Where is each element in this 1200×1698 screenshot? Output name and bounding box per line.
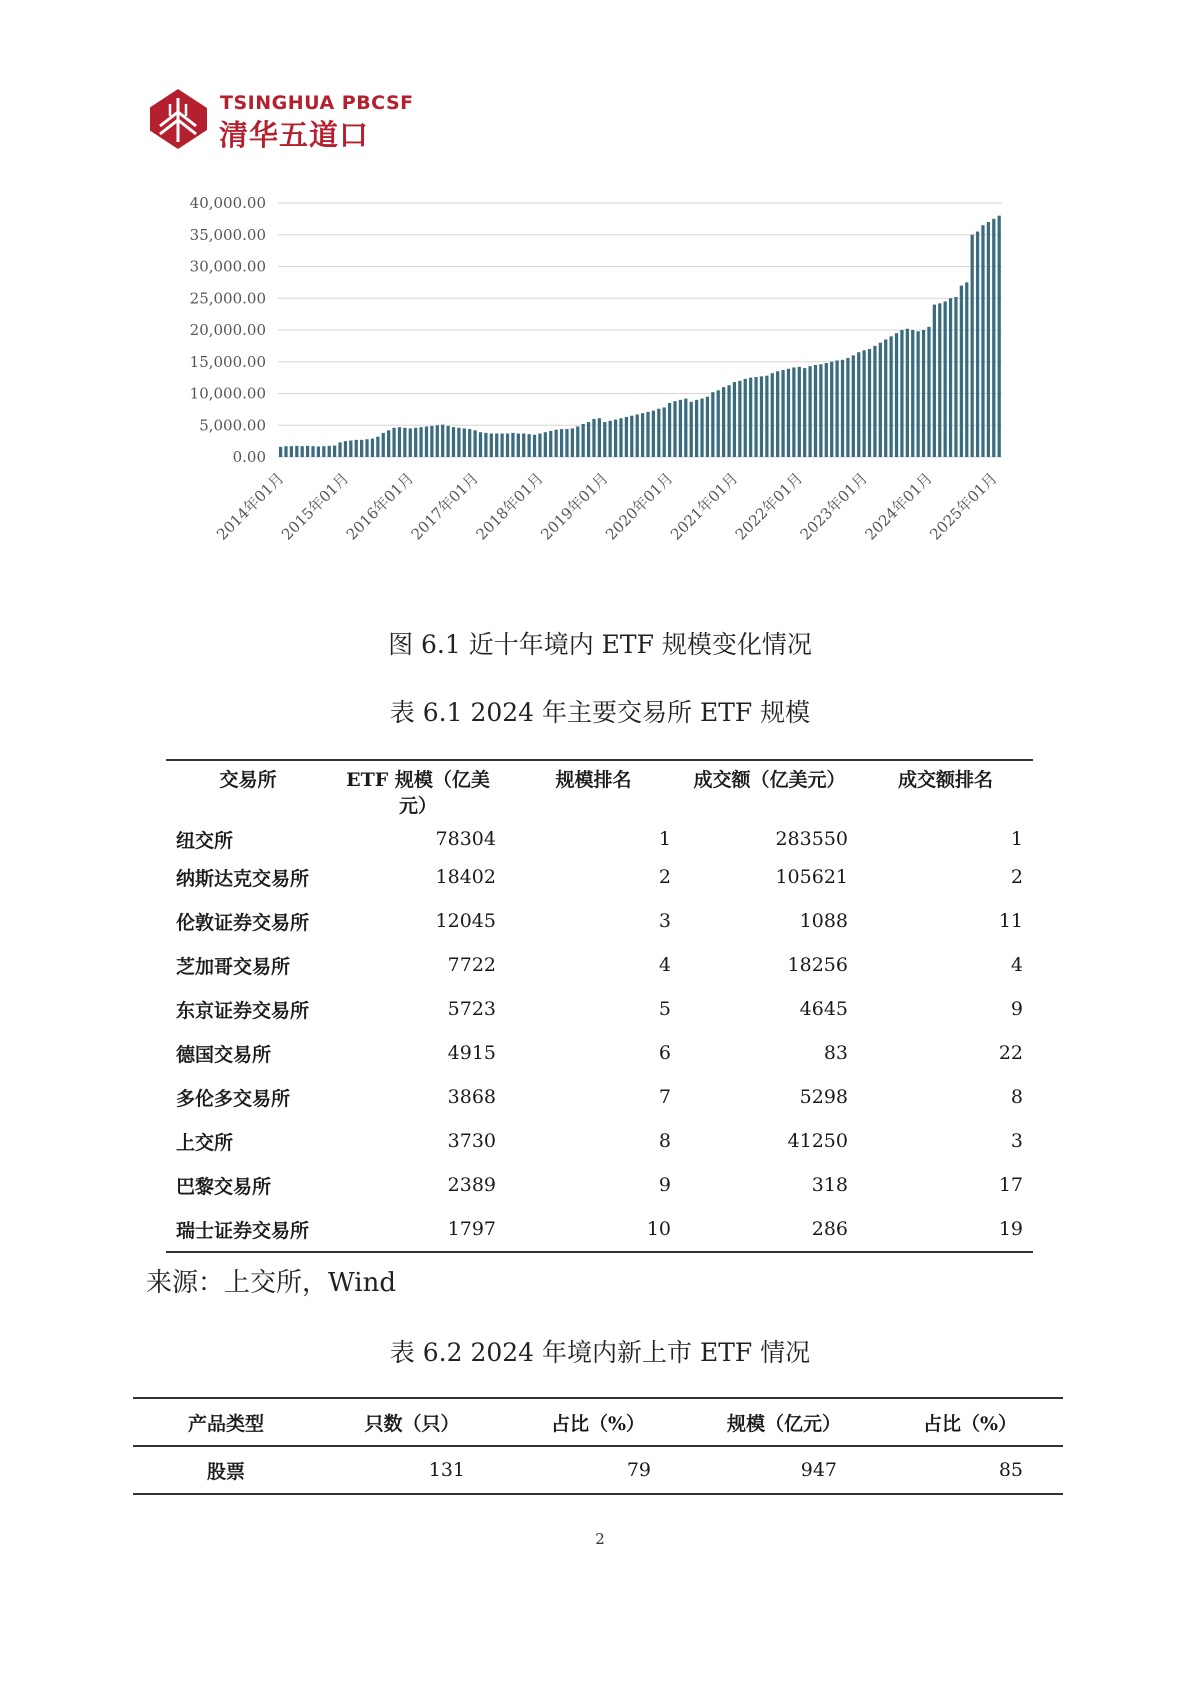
bar (706, 397, 709, 457)
bar (976, 232, 979, 457)
x-tick-label: 2015年01月 (277, 469, 353, 544)
bar (927, 327, 930, 457)
bar (549, 431, 552, 457)
cell-etf-scale: 7722 (447, 954, 496, 976)
bar (917, 331, 920, 457)
bar (841, 360, 844, 457)
col-header-count: 只数（只） (319, 1398, 505, 1446)
cell-exchange: 芝加哥交易所 (176, 955, 291, 978)
cell-scale-rank: 6 (658, 1042, 671, 1064)
bar (355, 440, 358, 457)
bar (760, 376, 763, 457)
logo-emblem-icon (150, 89, 207, 149)
bar (430, 426, 433, 457)
logo-english-text: TSINGHUA PBCSF (220, 92, 414, 114)
bar (436, 425, 439, 457)
y-tick-label: 15,000.00 (189, 352, 266, 371)
col-header-count-share: 占比（%） (505, 1398, 691, 1446)
col-header-scale-rank: 规模排名 (555, 769, 632, 791)
cell-exchange: 巴黎交易所 (176, 1175, 272, 1198)
cell-turnover: 41250 (787, 1130, 848, 1152)
cell-count-share: 79 (626, 1459, 651, 1481)
x-tick-label: 2019年01月 (537, 469, 612, 544)
bar (295, 446, 298, 457)
cell-turnover-rank: 11 (998, 910, 1023, 932)
bar (528, 434, 531, 457)
bar (398, 427, 401, 457)
x-tick-label: 2022年01月 (731, 469, 807, 544)
bar (711, 392, 714, 457)
bar (609, 421, 612, 457)
cell-turnover-rank: 2 (1010, 866, 1023, 888)
bar (808, 366, 811, 457)
bar (479, 432, 482, 457)
cell-etf-scale: 1797 (447, 1218, 496, 1240)
bar (555, 430, 558, 457)
bar (954, 297, 957, 457)
bar (533, 435, 536, 457)
table-row (166, 987, 1033, 1031)
bar (306, 446, 309, 457)
y-tick-label: 30,000.00 (189, 257, 266, 276)
table-row (166, 899, 1033, 943)
bar (517, 434, 520, 457)
new-etf-table (133, 1397, 1063, 1495)
bar (679, 400, 682, 457)
bar (284, 446, 287, 457)
x-tick-label: 2018年01月 (472, 469, 547, 544)
cell-scale-rank: 5 (658, 998, 671, 1020)
cell-turnover-rank: 8 (1010, 1086, 1023, 1108)
table-row (133, 1446, 1063, 1494)
y-tick-label: 35,000.00 (189, 225, 266, 244)
bar (571, 428, 574, 457)
y-tick-label: 40,000.00 (189, 194, 266, 212)
page-number: 2 (595, 1530, 605, 1548)
cell-etf-scale: 3868 (447, 1086, 496, 1108)
bar (538, 434, 541, 457)
bar (290, 446, 293, 457)
cell-turnover-rank: 4 (1010, 954, 1023, 976)
bar (636, 414, 639, 457)
bar (900, 330, 903, 457)
y-tick-label: 25,000.00 (189, 289, 266, 308)
bar (971, 235, 974, 457)
cell-turnover: 5298 (799, 1086, 848, 1108)
bar (857, 352, 860, 457)
bar (382, 433, 385, 457)
bar (484, 433, 487, 457)
cell-scale-rank: 10 (646, 1218, 671, 1240)
cell-scale-share: 85 (998, 1459, 1023, 1481)
bar (771, 373, 774, 457)
x-tick-label: 2016年01月 (342, 469, 418, 544)
bar (846, 358, 849, 457)
etf-scale-chart (170, 185, 1010, 555)
table1-caption: 表 6.1 2024 年主要交易所 ETF 规模 (389, 698, 811, 727)
col-header-turnover: 成交额（亿美元） (693, 769, 846, 791)
bar (663, 407, 666, 457)
y-tick-label: 0.00 (232, 448, 266, 466)
bar (744, 379, 747, 457)
x-tick-label: 2014年01月 (213, 469, 288, 544)
bar (500, 434, 503, 457)
cell-etf-scale: 4915 (447, 1042, 496, 1064)
figure-caption: 图 6.1 近十年境内 ETF 规模变化情况 (388, 630, 812, 659)
col-header-turnover-rank: 成交额排名 (897, 769, 993, 791)
bar (673, 401, 676, 457)
table-header-row (166, 760, 1033, 823)
bar (463, 428, 466, 457)
cell-scale-rank: 3 (658, 910, 671, 932)
logo-chinese-text: 清华五道口 (219, 118, 370, 152)
bar (565, 429, 568, 457)
bar (592, 419, 595, 457)
bar (473, 430, 476, 457)
bar (301, 446, 304, 457)
bar (409, 428, 412, 457)
cell-scale-rank: 7 (658, 1086, 671, 1108)
bar (457, 428, 460, 457)
bar (668, 403, 671, 457)
cell-turnover-rank: 19 (998, 1218, 1023, 1240)
x-tick-label: 2025年01月 (926, 469, 1001, 544)
y-tick-label: 20,000.00 (189, 321, 266, 339)
exchange-etf-table (166, 759, 1033, 1253)
bar (328, 446, 331, 457)
bar (419, 427, 422, 457)
table2-caption: 表 6.2 2024 年境内新上市 ETF 情况 (389, 1338, 811, 1367)
bar (657, 409, 660, 457)
cell-turnover: 1088 (799, 910, 848, 932)
cell-scale-rank: 8 (658, 1130, 671, 1152)
bar (835, 360, 838, 457)
x-tick-label: 2021年01月 (666, 469, 742, 544)
bar (695, 400, 698, 457)
bar (890, 336, 893, 457)
bar (738, 381, 741, 457)
bar (441, 425, 444, 457)
cell-etf-scale: 12045 (435, 910, 496, 932)
cell-scale: 947 (800, 1459, 837, 1481)
bar (522, 434, 525, 457)
cell-turnover: 286 (811, 1218, 848, 1240)
bar (906, 329, 909, 457)
table-row (166, 1163, 1033, 1207)
bar (868, 349, 871, 457)
cell-scale-rank: 1 (658, 828, 671, 850)
bar (446, 426, 449, 457)
x-tick-label: 2023年01月 (796, 469, 872, 544)
bar (349, 440, 352, 457)
cell-etf-scale: 18402 (435, 866, 496, 888)
bar (895, 333, 898, 457)
bar (690, 402, 693, 457)
bar (582, 424, 585, 457)
table-row (166, 943, 1033, 987)
cell-product-type: 股票 (206, 1460, 245, 1483)
cell-etf-scale: 5723 (447, 998, 496, 1020)
bar (376, 437, 379, 457)
cell-exchange: 东京证券交易所 (176, 999, 310, 1022)
bar (344, 441, 347, 457)
bar (879, 343, 882, 457)
bar (598, 418, 601, 457)
bar (414, 428, 417, 457)
bar (787, 369, 790, 457)
col-header-scale: 规模（亿元） (691, 1398, 877, 1446)
x-tick-label: 2017年01月 (407, 469, 483, 544)
bar (317, 447, 320, 457)
bar (792, 367, 795, 457)
bar (684, 399, 687, 457)
cell-exchange: 德国交易所 (176, 1043, 272, 1066)
cell-scale-rank: 4 (658, 954, 671, 976)
cell-exchange: 瑞士证券交易所 (176, 1219, 310, 1242)
table-row (166, 1207, 1033, 1252)
cell-scale-rank: 2 (658, 866, 671, 888)
cell-turnover: 105621 (775, 866, 848, 888)
bar (495, 434, 498, 457)
bar (279, 447, 282, 457)
bar (933, 305, 936, 457)
bar (722, 387, 725, 457)
bar (360, 440, 363, 457)
bar (646, 412, 649, 457)
col-header-scale-share: 占比（%） (877, 1398, 1063, 1446)
bar (333, 446, 336, 457)
bar (830, 362, 833, 457)
bar (749, 378, 752, 457)
bar (587, 422, 590, 457)
bar (560, 429, 563, 457)
y-tick-label: 10,000.00 (189, 384, 266, 403)
bar (987, 222, 990, 457)
bar (944, 301, 947, 457)
bar (652, 411, 655, 457)
bar (403, 428, 406, 457)
table-row (166, 1119, 1033, 1163)
bar (819, 364, 822, 457)
bar (776, 371, 779, 457)
bar (781, 370, 784, 457)
cell-exchange: 纽交所 (176, 829, 234, 852)
bar (544, 432, 547, 457)
bar (625, 417, 628, 457)
table-row (166, 855, 1033, 899)
bar (603, 422, 606, 457)
bar (727, 385, 730, 457)
cell-turnover: 4645 (799, 998, 848, 1020)
bar (641, 413, 644, 457)
cell-turnover: 283550 (775, 828, 848, 850)
bar (468, 429, 471, 457)
bar (365, 439, 368, 457)
bar (922, 330, 925, 457)
table-row (166, 1031, 1033, 1075)
bar (981, 225, 984, 457)
cell-count: 131 (428, 1459, 465, 1481)
cell-scale-rank: 9 (658, 1174, 671, 1196)
bar (825, 363, 828, 457)
table1-source: 来源：上交所，Wind (146, 1268, 396, 1298)
bar (371, 439, 374, 457)
x-tick-label: 2024年01月 (861, 469, 936, 544)
col-header-etf-scale: ETF 规模（亿美元） (346, 769, 490, 817)
bar (960, 286, 963, 457)
bar (884, 340, 887, 457)
cell-turnover-rank: 1 (1010, 828, 1023, 850)
cell-turnover-rank: 17 (998, 1174, 1023, 1196)
cell-turnover: 83 (823, 1042, 848, 1064)
bar (803, 368, 806, 457)
bar (614, 420, 617, 457)
bar (511, 433, 514, 457)
bar (873, 346, 876, 457)
cell-turnover: 318 (811, 1174, 848, 1196)
col-header-product-type: 产品类型 (133, 1398, 319, 1446)
bar (506, 434, 509, 457)
bar (392, 428, 395, 457)
table-row (166, 823, 1033, 855)
bar (733, 382, 736, 457)
bar (911, 330, 914, 457)
cell-turnover: 18256 (787, 954, 848, 976)
cell-exchange: 多伦多交易所 (176, 1087, 291, 1110)
bar (965, 282, 968, 457)
bar (852, 355, 855, 457)
col-header-exchange: 交易所 (219, 769, 277, 791)
bar (765, 376, 768, 457)
x-tick-label: 2020年01月 (602, 469, 677, 544)
y-tick-label: 5,000.00 (199, 416, 266, 435)
bar (700, 399, 703, 457)
bar (452, 427, 455, 457)
cell-exchange: 伦敦证券交易所 (176, 911, 310, 934)
bar (814, 365, 817, 457)
bar (311, 446, 314, 457)
cell-turnover-rank: 9 (1010, 998, 1023, 1020)
bar (862, 350, 865, 457)
bar (717, 390, 720, 457)
bar (949, 298, 952, 457)
cell-etf-scale: 2389 (447, 1174, 496, 1196)
cell-etf-scale: 3730 (447, 1130, 496, 1152)
bar (425, 427, 428, 457)
bar (322, 446, 325, 457)
bar (938, 303, 941, 457)
bar (490, 434, 493, 457)
cell-turnover-rank: 3 (1010, 1130, 1023, 1152)
cell-exchange: 纳斯达克交易所 (176, 867, 310, 890)
bar (338, 442, 341, 457)
bar (798, 367, 801, 457)
bar (754, 377, 757, 457)
cell-etf-scale: 78304 (435, 828, 496, 850)
bar (998, 216, 1001, 457)
bar (992, 219, 995, 457)
table-header-row (133, 1398, 1063, 1446)
table-row (166, 1075, 1033, 1119)
bar (619, 418, 622, 457)
bar (387, 430, 390, 457)
bar (576, 427, 579, 457)
cell-turnover-rank: 22 (998, 1042, 1023, 1064)
cell-exchange: 上交所 (176, 1131, 234, 1154)
bar (630, 416, 633, 457)
